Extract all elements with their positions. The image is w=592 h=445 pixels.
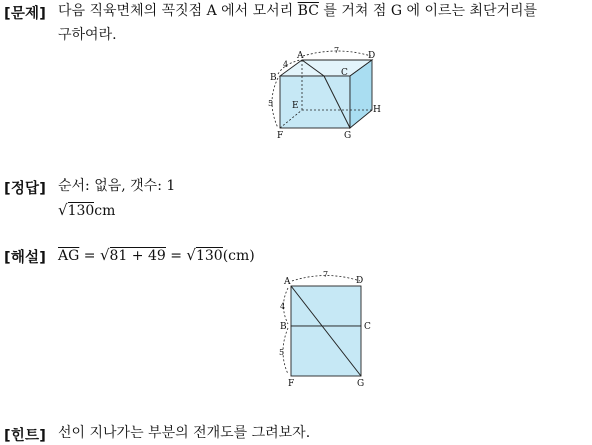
label-H: H [373, 105, 381, 115]
segment-ag-label: $\overline{AG}$ [58, 248, 80, 264]
label-B: B [280, 322, 287, 332]
answer-tag: [정답] [4, 181, 47, 197]
problem-line1-pre: 다음 직육면체의 꼭짓점 A 에서 모서리 [58, 3, 298, 19]
label-F: F [288, 379, 295, 389]
dim-top: 7 [334, 46, 340, 55]
hint-tag: [힌트] [4, 428, 47, 444]
problem-line2: 구하여라. [58, 27, 117, 43]
net-upper-face [291, 286, 361, 326]
label-A: A [297, 51, 304, 61]
cuboid-front-face [280, 76, 350, 128]
equals-sign: = [79, 248, 100, 264]
label-G: G [344, 131, 352, 141]
equals-sign: = [165, 248, 187, 264]
label-D: D [368, 51, 376, 61]
explanation-tag: [해설] [4, 250, 47, 266]
net-lower-face [291, 326, 361, 376]
label-B: B [270, 73, 277, 83]
dim-top: 7 [323, 270, 329, 279]
edge-bc-label: $\overline{BC}$ [297, 3, 319, 19]
hint-text: 선이 지나가는 부분의 전개도를 그려보자. [58, 425, 311, 441]
problem-tag: [문제] [4, 6, 47, 22]
label-C: C [364, 322, 371, 332]
dim-height: 5 [279, 348, 285, 357]
answer-unit: cm [94, 203, 116, 219]
explanation-formula [58, 246, 255, 265]
label-D: D [356, 276, 364, 286]
answer-line1: 순서: 없음, 갯수: 1 [58, 178, 176, 194]
dim-side: 4 [283, 60, 289, 69]
cuboid-figure [262, 44, 384, 142]
net-figure [276, 268, 380, 390]
dim-height: 5 [268, 99, 274, 108]
problem-line1-post: 를 거쳐 점 G 에 이르는 최단거리를 [318, 3, 538, 19]
label-F: F [277, 131, 284, 141]
answer-value [58, 201, 115, 220]
sqrt-expression: √130 [186, 246, 223, 264]
explanation-unit: (cm) [222, 248, 255, 264]
problem-text [58, 2, 537, 20]
sqrt-expression: √81 + 49 [99, 246, 166, 264]
label-C: C [341, 68, 348, 78]
label-G: G [357, 379, 365, 389]
label-A: A [284, 277, 291, 287]
dim-side: 4 [280, 302, 286, 311]
label-E: E [292, 101, 299, 111]
sqrt-expression: √130 [58, 201, 95, 219]
